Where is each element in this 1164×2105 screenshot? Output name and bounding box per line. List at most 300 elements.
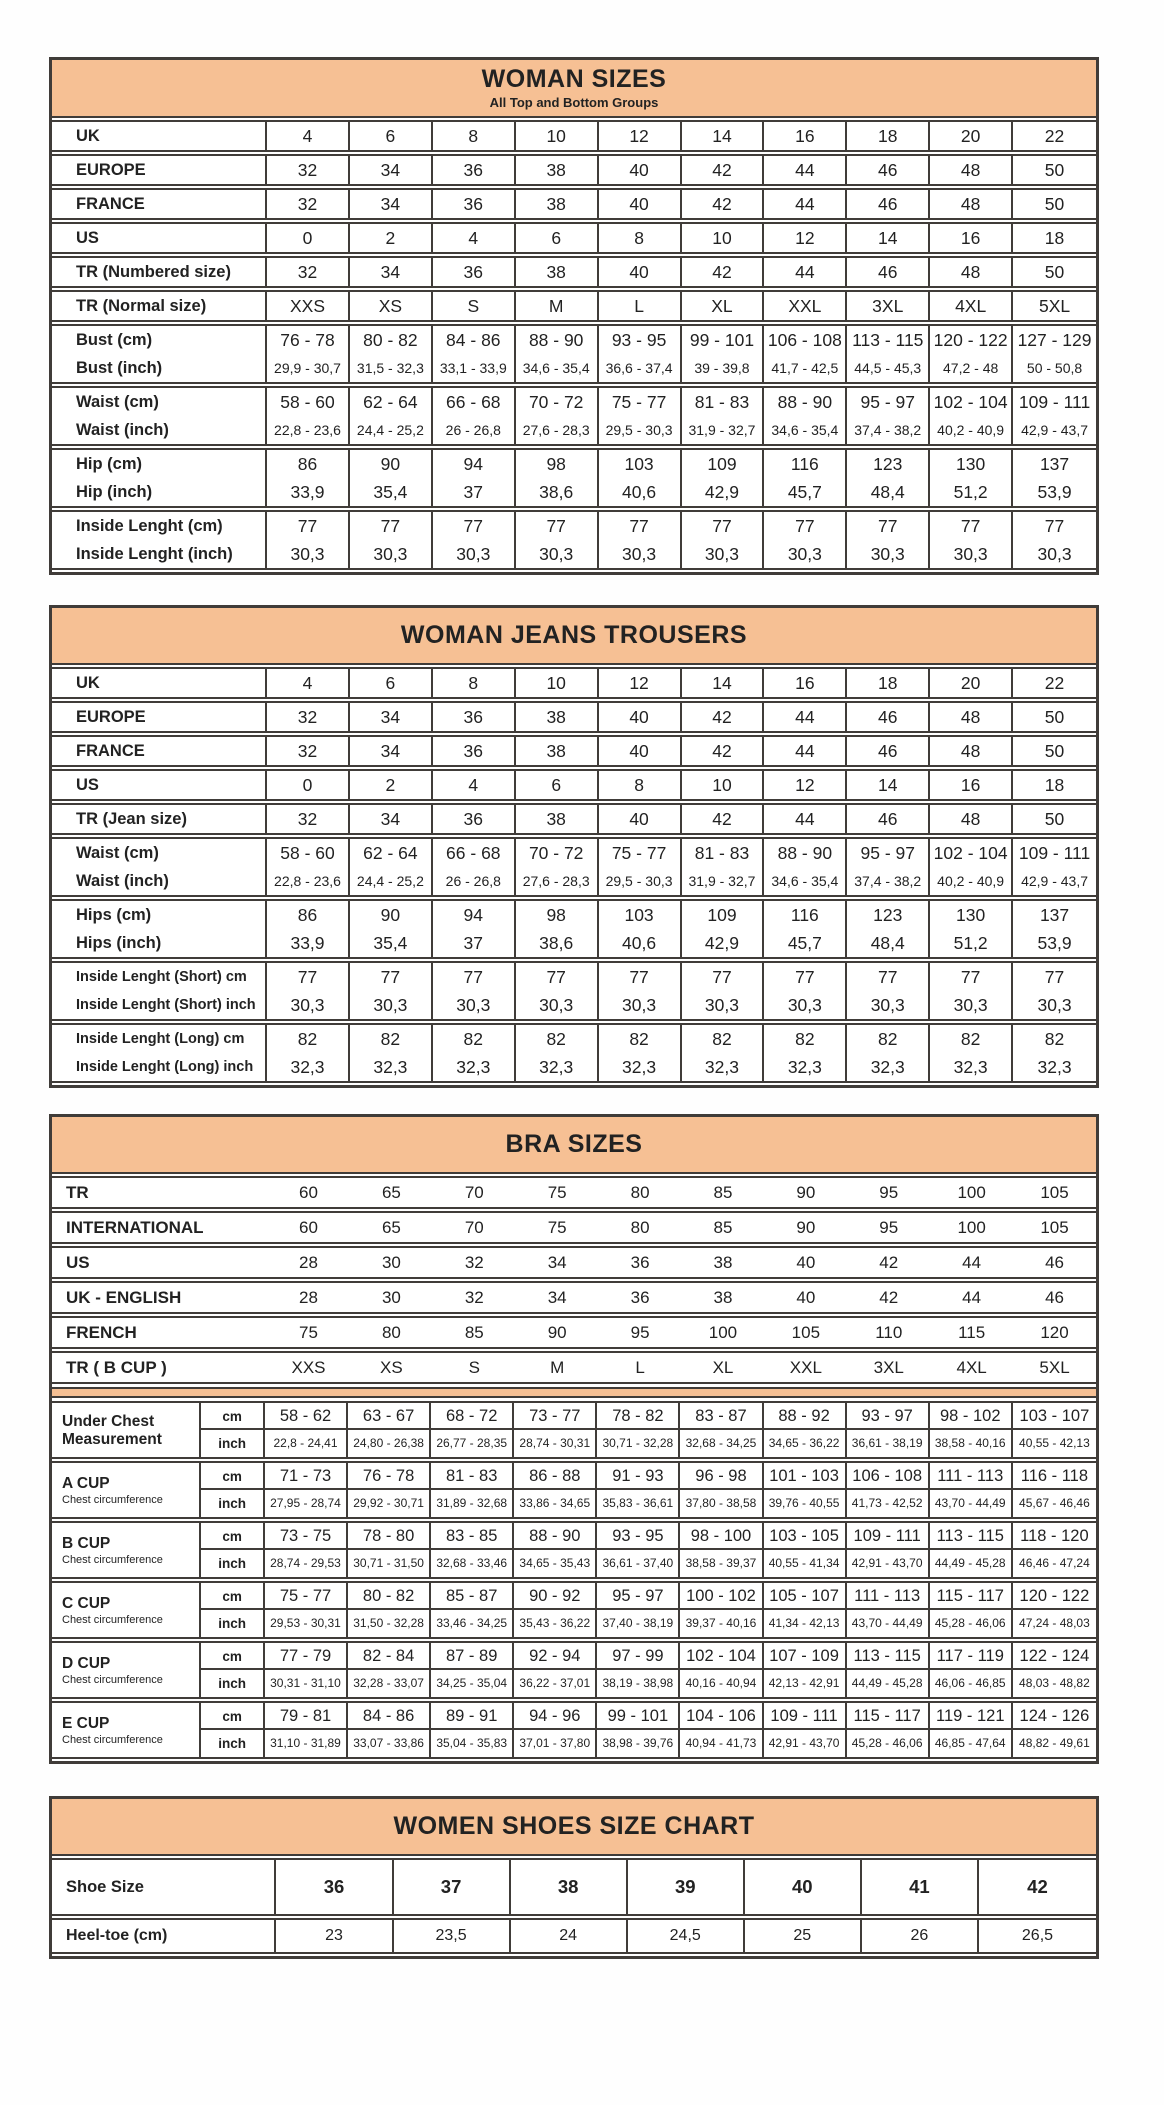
size-value: 32,3 xyxy=(953,1057,988,1077)
size-cell xyxy=(682,222,765,254)
cup-cm-value: 117 - 119 xyxy=(930,1643,1011,1670)
size-cell xyxy=(350,386,433,446)
size-cell xyxy=(433,290,516,322)
size-value: 95 xyxy=(879,1183,899,1202)
cup-cell xyxy=(597,1461,680,1519)
jeans-header xyxy=(52,608,1096,665)
size-cell xyxy=(847,1176,930,1209)
size-cell xyxy=(599,1281,682,1314)
size-value: 37 xyxy=(463,482,484,502)
size-cell xyxy=(516,1281,599,1314)
cup-cm-value: 113 - 115 xyxy=(930,1523,1011,1550)
size-value: 34 xyxy=(380,262,401,282)
cup-cm-value: 78 - 80 xyxy=(348,1523,429,1550)
cup-cm-value: 77 - 79 xyxy=(265,1643,346,1670)
size-value: 42,9 xyxy=(704,482,739,502)
size-row xyxy=(52,120,1096,152)
size-value: 22 xyxy=(1044,126,1065,146)
size-value: 40,2 - 40,9 xyxy=(937,873,1005,889)
size-value: 10 xyxy=(546,673,566,693)
cup-cell xyxy=(764,1641,847,1699)
size-value: 36 xyxy=(323,1876,345,1897)
size-value: 38,6 xyxy=(539,482,574,502)
size-value: 47,2 - 48 xyxy=(943,360,999,376)
cup-cm-value: 115 - 117 xyxy=(930,1583,1011,1610)
size-value: 81 - 83 xyxy=(694,392,750,412)
cup-cell xyxy=(597,1581,680,1639)
size-cell xyxy=(350,769,433,801)
size-value: 77 xyxy=(629,967,649,987)
size-value: 76 - 78 xyxy=(280,330,335,350)
unit-inch-label: inch xyxy=(218,1736,246,1751)
size-value: 81 - 83 xyxy=(694,843,750,863)
cup-inch-value: 33,46 - 34,25 xyxy=(436,1616,508,1630)
size-value: 120 - 122 xyxy=(933,330,1008,350)
size-value: 0 xyxy=(302,228,313,248)
size-row xyxy=(52,222,1096,254)
size-cell xyxy=(267,667,350,699)
size-value: 36 xyxy=(463,707,484,727)
size-cell xyxy=(350,667,433,699)
cup-subtitle: Chest circumference xyxy=(62,1553,163,1566)
cup-cm-value: 122 - 124 xyxy=(1013,1643,1096,1670)
cup-cm-value: 97 - 99 xyxy=(597,1643,678,1670)
size-value: 37,4 - 38,2 xyxy=(854,873,922,889)
cup-inch-value: 48,03 - 48,82 xyxy=(1019,1676,1090,1690)
size-cell xyxy=(764,1211,847,1244)
size-value: 48 xyxy=(960,741,981,761)
row-label: Inside Lenght (Long) cm xyxy=(76,1031,245,1047)
size-cell xyxy=(847,120,930,152)
size-value: 32,3 xyxy=(704,1057,739,1077)
size-value: 22 xyxy=(1044,673,1065,693)
size-value: 30,3 xyxy=(787,995,822,1015)
size-value: 34 xyxy=(380,707,401,727)
size-cell xyxy=(599,222,682,254)
size-cell xyxy=(599,837,682,897)
cup-subtitle: Chest circumference xyxy=(62,1493,163,1506)
size-cell xyxy=(764,667,847,699)
cup-cell xyxy=(847,1401,930,1459)
row-label: US xyxy=(66,1253,90,1272)
cup-cell xyxy=(1013,1521,1096,1579)
size-value: 50 xyxy=(1044,707,1065,727)
size-cell xyxy=(930,1281,1013,1314)
size-value: XXS xyxy=(289,296,326,316)
size-cell xyxy=(930,120,1013,152)
row-label: Inside Lenght (cm) xyxy=(76,517,223,535)
size-value: 30 xyxy=(381,1253,401,1272)
row-label: Inside Lenght (inch) xyxy=(76,545,233,563)
size-cell xyxy=(433,1246,516,1279)
size-value: 109 - 111 xyxy=(1018,392,1091,412)
size-cell xyxy=(682,448,765,508)
unit-cm-label: cm xyxy=(201,1523,263,1550)
cup-cm-value: 82 - 84 xyxy=(348,1643,429,1670)
size-cell xyxy=(394,1858,511,1916)
size-value: 8 xyxy=(634,775,644,795)
size-value: 48 xyxy=(960,262,981,282)
cup-cell xyxy=(680,1461,763,1519)
size-cell xyxy=(847,803,930,835)
cup-cell xyxy=(680,1641,763,1699)
size-cell xyxy=(682,290,765,322)
cup-inch-value: 26,77 - 28,35 xyxy=(436,1436,508,1450)
unit-cell xyxy=(201,1641,265,1699)
size-cell xyxy=(847,837,930,897)
size-value: 82 xyxy=(878,1029,898,1049)
size-value: 51,2 xyxy=(953,482,988,502)
row-label: Hips (cm) xyxy=(76,906,152,924)
size-value: 3XL xyxy=(873,1358,904,1377)
size-cell xyxy=(1013,1176,1096,1209)
cup-cm-value: 68 - 72 xyxy=(431,1403,512,1430)
size-cell xyxy=(847,899,930,959)
size-cell xyxy=(628,1918,745,1954)
cup-inch-value: 44,49 - 45,28 xyxy=(851,1676,923,1690)
size-value: 16 xyxy=(960,228,981,248)
size-cell xyxy=(599,1023,682,1083)
cup-cell xyxy=(348,1701,431,1759)
size-cell xyxy=(930,324,1013,384)
cup-inch-value: 37,40 - 38,19 xyxy=(602,1616,674,1630)
size-cell xyxy=(764,120,847,152)
cup-cell xyxy=(1013,1401,1096,1459)
size-cell xyxy=(930,899,1013,959)
size-value: 6 xyxy=(385,126,396,146)
cup-cm-value: 113 - 115 xyxy=(847,1643,928,1670)
cup-cm-value: 73 - 77 xyxy=(514,1403,595,1430)
shoes-body xyxy=(52,1858,1096,1954)
row-label-cell xyxy=(52,803,267,835)
size-cell xyxy=(350,1176,433,1209)
size-value: 34 xyxy=(380,741,401,761)
cup-cm-value: 105 - 107 xyxy=(764,1583,845,1610)
bra-band-row xyxy=(52,1351,1096,1384)
size-value: 42,9 xyxy=(704,933,739,953)
size-cell xyxy=(350,735,433,767)
cup-cell xyxy=(680,1581,763,1639)
size-cell xyxy=(433,735,516,767)
cup-inch-value: 38,19 - 38,98 xyxy=(602,1676,674,1690)
size-cell xyxy=(764,837,847,897)
cup-inch-value: 38,58 - 39,37 xyxy=(685,1556,757,1570)
woman-sizes-body xyxy=(52,120,1096,570)
size-cell xyxy=(847,510,930,570)
size-value: 46 xyxy=(878,707,898,727)
cup-cell xyxy=(930,1701,1013,1759)
row-label-cell xyxy=(52,222,267,254)
size-value: 20 xyxy=(960,673,981,693)
size-cell xyxy=(516,837,599,897)
size-cell xyxy=(599,154,682,186)
size-value: XXL xyxy=(789,1358,822,1377)
row-label-cell xyxy=(52,256,267,288)
cup-inch-value: 33,86 - 34,65 xyxy=(519,1496,591,1510)
size-value: 18 xyxy=(878,126,898,146)
size-value: 34 xyxy=(547,1253,567,1272)
size-value: 22,8 - 23,6 xyxy=(274,422,341,438)
row-label: FRANCE xyxy=(76,742,145,760)
row-label: Heel-toe (cm) xyxy=(66,1927,168,1944)
cup-label-cell xyxy=(52,1641,201,1699)
bra-band-row xyxy=(52,1176,1096,1209)
size-value: 46 xyxy=(1045,1253,1064,1272)
size-cell xyxy=(350,1281,433,1314)
size-row xyxy=(52,803,1096,835)
size-value: 80 xyxy=(630,1183,650,1202)
size-value: 77 xyxy=(712,967,732,987)
size-cell xyxy=(267,324,350,384)
size-value: 31,9 - 32,7 xyxy=(688,422,756,438)
size-value: 22,8 - 23,6 xyxy=(274,873,341,889)
cup-inch-value: 41,73 - 42,52 xyxy=(851,1496,923,1510)
cup-cell xyxy=(514,1461,597,1519)
size-value: 105 xyxy=(1040,1183,1069,1202)
size-value: 30,3 xyxy=(456,995,491,1015)
size-value: 34 xyxy=(380,194,401,214)
cup-cell xyxy=(597,1401,680,1459)
cup-label-cell xyxy=(52,1461,201,1519)
size-cell xyxy=(267,1316,350,1349)
size-value: 82 xyxy=(960,1029,981,1049)
size-value: 12 xyxy=(795,775,815,795)
size-cell xyxy=(1013,1281,1096,1314)
size-value: 66 - 68 xyxy=(446,843,501,863)
size-cell xyxy=(350,256,433,288)
size-row xyxy=(52,701,1096,733)
size-cell xyxy=(433,1176,516,1209)
size-value: 32 xyxy=(297,809,318,829)
cup-label-cell xyxy=(52,1521,201,1579)
cup-cm-value: 120 - 122 xyxy=(1013,1583,1096,1610)
cup-cm-value: 115 - 117 xyxy=(847,1703,928,1730)
size-value: 24,4 - 25,2 xyxy=(356,422,424,438)
size-cell xyxy=(682,1176,765,1209)
cup-cell xyxy=(1013,1461,1096,1519)
size-value: 45,7 xyxy=(787,482,822,502)
cup-cm-value: 109 - 111 xyxy=(847,1523,928,1550)
size-value: 137 xyxy=(1039,905,1070,925)
size-value: 12 xyxy=(629,673,649,693)
size-value: 39 xyxy=(674,1876,696,1897)
cup-cell xyxy=(431,1581,514,1639)
size-value: 58 - 60 xyxy=(280,392,335,412)
size-value: 4XL xyxy=(955,296,987,316)
cup-cm-value: 111 - 113 xyxy=(847,1583,928,1610)
size-cell xyxy=(433,837,516,897)
size-value: 36 xyxy=(463,194,484,214)
size-value: 38 xyxy=(546,262,566,282)
size-value: 88 - 90 xyxy=(777,392,833,412)
cup-cm-value: 107 - 109 xyxy=(764,1643,845,1670)
size-cell xyxy=(1013,1023,1096,1083)
size-value: 30,3 xyxy=(373,995,408,1015)
size-cell xyxy=(1013,735,1096,767)
cup-cell xyxy=(265,1461,348,1519)
size-value: 98 xyxy=(546,454,566,474)
size-value: 6 xyxy=(385,673,396,693)
cup-inch-value: 37,01 - 37,80 xyxy=(519,1736,591,1750)
woman-sizes-subtitle: All Top and Bottom Groups xyxy=(489,95,659,110)
cup-cell xyxy=(265,1521,348,1579)
cup-inch-value: 35,04 - 35,83 xyxy=(436,1736,508,1750)
cup-inch-value: 36,61 - 37,40 xyxy=(602,1556,674,1570)
size-value: 109 - 111 xyxy=(1018,843,1091,863)
size-value: 100 xyxy=(957,1183,986,1202)
size-value: 40,6 xyxy=(622,482,657,502)
size-value: 44 xyxy=(795,707,815,727)
jeans-trousers-section xyxy=(49,605,1099,1088)
size-value: 35,4 xyxy=(373,482,408,502)
size-cell xyxy=(1013,154,1096,186)
size-value: 75 - 77 xyxy=(611,843,667,863)
size-value: 88 - 90 xyxy=(777,843,833,863)
unit-inch-label: inch xyxy=(218,1616,246,1631)
cup-inch-value: 38,58 - 40,16 xyxy=(934,1436,1006,1450)
size-cell xyxy=(350,120,433,152)
size-value: 44 xyxy=(795,262,815,282)
size-value: 77 xyxy=(380,967,401,987)
size-cell xyxy=(599,120,682,152)
size-cell xyxy=(516,256,599,288)
size-cell xyxy=(682,1281,765,1314)
row-label-cell xyxy=(52,188,267,220)
cup-cm-value: 93 - 95 xyxy=(597,1523,678,1550)
size-cell xyxy=(682,120,765,152)
size-value: 26 - 26,8 xyxy=(445,873,501,889)
size-cell xyxy=(516,510,599,570)
size-cell xyxy=(433,1211,516,1244)
size-value: 4 xyxy=(468,775,479,795)
size-value: 137 xyxy=(1039,454,1070,474)
size-value: 116 xyxy=(790,905,819,925)
size-value: 42 xyxy=(712,160,732,180)
size-value: 95 xyxy=(630,1323,650,1342)
size-value: 38 xyxy=(546,160,566,180)
size-cell xyxy=(516,899,599,959)
size-cell xyxy=(350,154,433,186)
size-row xyxy=(52,735,1096,767)
size-cell xyxy=(267,448,350,508)
size-cell xyxy=(276,1918,393,1954)
size-value: 82 xyxy=(380,1029,401,1049)
cup-cm-value: 91 - 93 xyxy=(597,1463,678,1490)
size-cell xyxy=(682,386,765,446)
cup-title: C CUP xyxy=(62,1594,111,1612)
shoes-section xyxy=(49,1796,1099,1959)
size-value: 34 xyxy=(380,160,401,180)
unit-inch-label: inch xyxy=(218,1556,246,1571)
size-cell xyxy=(1013,188,1096,220)
size-row xyxy=(52,961,1096,1021)
cup-cell xyxy=(265,1641,348,1699)
size-cell xyxy=(599,667,682,699)
size-cell xyxy=(682,1023,765,1083)
unit-cell xyxy=(201,1581,265,1639)
size-cell xyxy=(516,667,599,699)
size-value: 44 xyxy=(962,1288,982,1307)
size-value: 48,4 xyxy=(870,933,905,953)
cup-cm-value: 75 - 77 xyxy=(265,1583,346,1610)
size-value: 32,3 xyxy=(870,1057,905,1077)
size-value: 30,3 xyxy=(704,995,739,1015)
cup-inch-value: 27,95 - 28,74 xyxy=(270,1496,341,1510)
cup-cm-value: 101 - 103 xyxy=(764,1463,845,1490)
size-cell xyxy=(930,735,1013,767)
size-cell xyxy=(847,1023,930,1083)
size-value: 70 xyxy=(464,1218,484,1237)
row-label: TR (Jean size) xyxy=(76,810,187,828)
size-value: 18 xyxy=(1044,228,1065,248)
cup-inch-value: 22,8 - 24,41 xyxy=(273,1436,338,1450)
size-value: 77 xyxy=(795,967,815,987)
size-value: 42 xyxy=(712,194,732,214)
row-label-cell xyxy=(52,1351,267,1384)
size-cell xyxy=(764,256,847,288)
size-cell xyxy=(1013,1246,1096,1279)
size-cell xyxy=(599,510,682,570)
size-cell xyxy=(511,1858,628,1916)
woman-sizes-title: WOMAN SIZES xyxy=(481,65,667,93)
size-value: 2 xyxy=(385,775,396,795)
size-cell xyxy=(599,290,682,322)
size-value: 77 xyxy=(1044,967,1065,987)
cup-inch-value: 47,24 - 48,03 xyxy=(1019,1616,1090,1630)
size-cell xyxy=(516,154,599,186)
size-cell xyxy=(267,256,350,288)
size-cell xyxy=(930,803,1013,835)
cup-cell xyxy=(348,1461,431,1519)
row-label: Hip (cm) xyxy=(76,455,142,473)
cup-inch-value: 30,71 - 31,50 xyxy=(353,1556,424,1570)
cup-cell xyxy=(930,1581,1013,1639)
size-value: 30,3 xyxy=(1037,995,1072,1015)
size-value: 48,4 xyxy=(870,482,905,502)
size-cell xyxy=(1013,290,1096,322)
cup-row xyxy=(52,1521,1096,1579)
size-cell xyxy=(516,1351,599,1384)
size-value: 36 xyxy=(463,809,484,829)
cup-cm-value: 86 - 88 xyxy=(514,1463,595,1490)
cup-inch-value: 46,06 - 46,85 xyxy=(934,1676,1006,1690)
size-cell xyxy=(350,222,433,254)
size-cell xyxy=(350,1316,433,1349)
size-cell xyxy=(930,1176,1013,1209)
row-label-cell xyxy=(52,1023,267,1083)
cup-inch-value: 31,50 - 32,28 xyxy=(353,1616,424,1630)
cup-cell xyxy=(847,1521,930,1579)
size-value: 30,3 xyxy=(704,544,739,564)
cup-inch-value: 30,31 - 31,10 xyxy=(270,1676,341,1690)
size-value: 23,5 xyxy=(435,1927,467,1944)
size-cell xyxy=(433,769,516,801)
size-value: 75 xyxy=(299,1323,318,1342)
cup-cell xyxy=(930,1401,1013,1459)
size-value: 42 xyxy=(712,262,732,282)
cup-cell xyxy=(597,1641,680,1699)
size-cell xyxy=(599,961,682,1021)
size-value: 30,3 xyxy=(787,544,822,564)
row-label: TR (Numbered size) xyxy=(76,263,231,281)
size-value: 95 - 97 xyxy=(860,843,915,863)
cup-row xyxy=(52,1461,1096,1519)
size-row xyxy=(52,188,1096,220)
cup-cm-value: 87 - 89 xyxy=(431,1643,512,1670)
row-label-cell xyxy=(52,154,267,186)
size-value: 25 xyxy=(793,1927,812,1944)
size-cell xyxy=(433,510,516,570)
